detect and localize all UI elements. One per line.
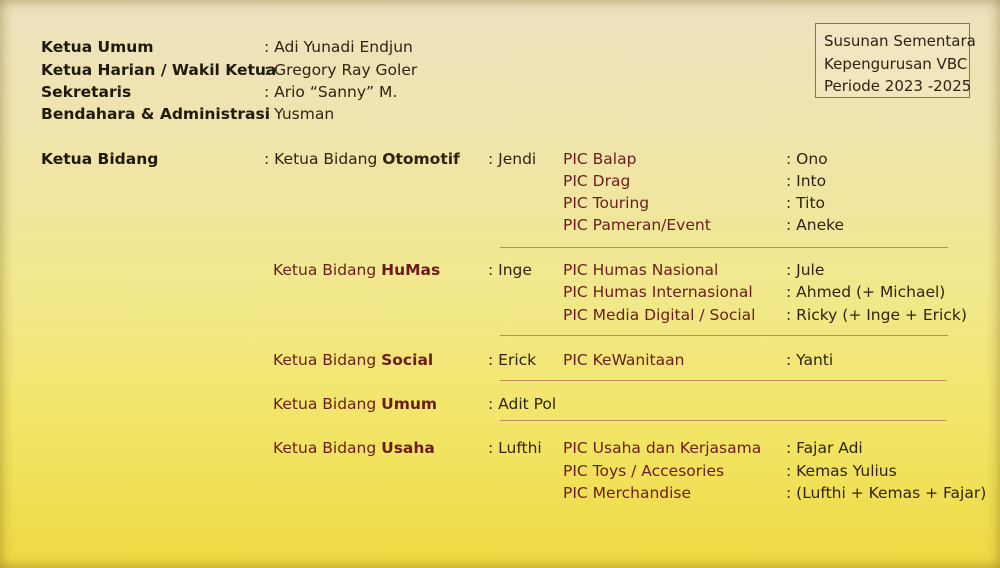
exec-name: : Adi Yunadi Endjun: [264, 38, 413, 56]
ketua-bidang-label: Ketua Bidang: [41, 150, 159, 168]
pic-role: PIC Pameran/Event: [563, 216, 711, 234]
pic-name: : Fajar Adi: [786, 439, 863, 457]
pic-name: : Ono: [786, 150, 828, 168]
divider: [500, 247, 948, 248]
exec-role: Sekretaris: [41, 83, 132, 101]
pic-role: PIC Merchandise: [563, 484, 692, 502]
pic-role: PIC Media Digital / Social: [563, 306, 756, 324]
division-title: : Ketua Bidang Otomotif: [264, 150, 460, 168]
divider: [500, 380, 946, 381]
division-title: Ketua Bidang Umum: [273, 395, 438, 413]
division-title: Ketua Bidang HuMas: [273, 261, 441, 279]
pic-role: PIC Toys / Accesories: [563, 462, 725, 480]
exec-name: : Yusman: [264, 105, 335, 123]
division-head: : Lufthi: [488, 439, 542, 457]
pic-name: : Yanti: [786, 351, 834, 369]
pic-role: PIC Touring: [563, 194, 650, 212]
division-head: : Erick: [488, 351, 537, 369]
title-line-2: Kepengurusan VBC: [824, 54, 968, 73]
pic-name: : Aneke: [786, 216, 845, 234]
pic-role: PIC Humas Internasional: [563, 283, 753, 301]
division-head: : Adit Pol: [488, 395, 557, 413]
divider: [500, 420, 946, 421]
title-line-3: Periode 2023 -2025: [824, 77, 972, 95]
pic-name: : Ricky (+ Inge + Erick): [786, 306, 967, 324]
exec-role: Ketua Harian / Wakil Ketua: [41, 61, 277, 79]
title-box: [815, 23, 976, 98]
division-title: Ketua Bidang Usaha: [273, 439, 435, 457]
pic-name: : Jule: [786, 261, 825, 279]
division-head: : Inge: [488, 261, 532, 279]
pic-name: : Ahmed (+ Michael): [786, 283, 946, 301]
pic-role: PIC Humas Nasional: [563, 261, 719, 279]
exec-role: Ketua Umum: [41, 38, 154, 56]
pic-name: : Into: [786, 172, 827, 190]
divider: [500, 335, 948, 336]
pic-name: : (Lufthi + Kemas + Fajar): [786, 484, 987, 502]
pic-role: PIC Balap: [563, 150, 637, 168]
exec-name: : Gregory Ray Goler: [264, 61, 418, 79]
pic-name: : Tito: [786, 194, 826, 212]
exec-role: Bendahara & Administrasi: [41, 105, 271, 123]
title-line-1: Susunan Sementara: [824, 32, 976, 50]
pic-role: PIC Usaha dan Kerjasama: [563, 439, 762, 457]
division-head: : Jendi: [488, 150, 537, 168]
pic-role: PIC Drag: [563, 172, 631, 190]
division-title: Ketua Bidang Social: [273, 351, 434, 369]
exec-name: : Ario “Sanny” M.: [264, 83, 398, 101]
pic-name: : Kemas Yulius: [786, 462, 897, 480]
pic-role: PIC KeWanitaan: [563, 351, 685, 369]
